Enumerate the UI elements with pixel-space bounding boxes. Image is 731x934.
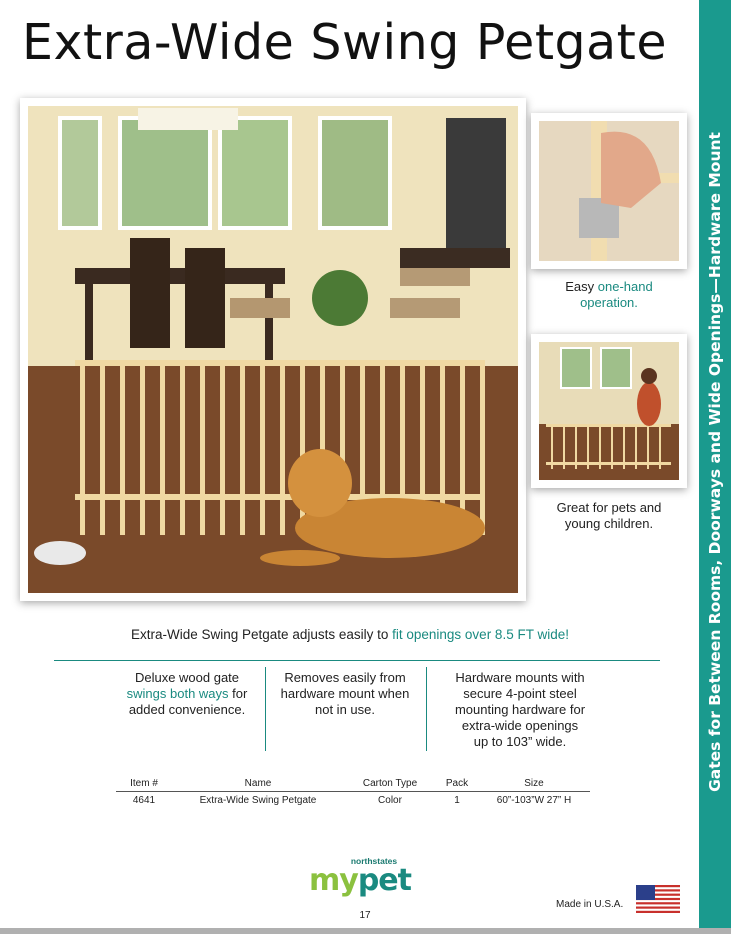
one-hand-caption: Easy one-hand operation.: [565, 279, 653, 310]
main-product-photo: [20, 98, 526, 601]
spec-table: [116, 777, 590, 809]
feature-removable: Removes easily from hardware mount when not in use.: [280, 670, 410, 717]
column-divider-1: [265, 667, 266, 751]
pets-children-caption: Great for pets and young children.: [556, 500, 662, 531]
spec-table-header: [116, 777, 590, 792]
logo-pet: pet: [357, 863, 411, 898]
sidebar-section-title: Gates for Between Rooms, Doorways and Wide Openings—Hardware Mount: [706, 132, 724, 792]
header-carton-type: Carton Type: [344, 777, 436, 792]
cell-pack: 1: [454, 795, 460, 806]
header-size: Size: [478, 777, 590, 792]
page-number: 17: [359, 910, 371, 921]
cell-name: Extra-Wide Swing Petgate: [199, 795, 317, 806]
divider-rule: [54, 660, 660, 661]
logo-my: my: [309, 863, 358, 898]
header-name: Name: [172, 777, 344, 792]
page-title: Extra-Wide Swing Petgate: [22, 14, 668, 71]
made-in-label: Made in U.S.A.: [556, 899, 624, 910]
feature-swing-both-ways: Deluxe wood gate swings both ways for added convenience.: [126, 670, 248, 717]
pets-children-photo: [531, 334, 687, 488]
one-hand-operation-photo: [531, 113, 687, 269]
header-pack: Pack: [436, 777, 478, 792]
cell-size: 60”-103”W 27” H: [496, 795, 572, 806]
header-item: Item #: [116, 777, 172, 792]
tagline: Extra-Wide Swing Petgate adjusts easily to fit openings over 8.5 FT wide!: [131, 627, 569, 642]
column-divider-2: [426, 667, 427, 751]
feature-hardware-mount: Hardware mounts with secure 4-point steel mounting hardware for extra-wide openings up to 103” wide.: [454, 670, 586, 749]
us-flag-icon: [636, 885, 680, 918]
logo-northstates: northstates: [350, 856, 398, 866]
bottom-bar: [0, 928, 731, 934]
brand-logo: [300, 856, 420, 896]
cell-carton-type: Color: [378, 795, 402, 806]
table-row: [116, 792, 590, 810]
cell-item: 4641: [132, 795, 156, 806]
